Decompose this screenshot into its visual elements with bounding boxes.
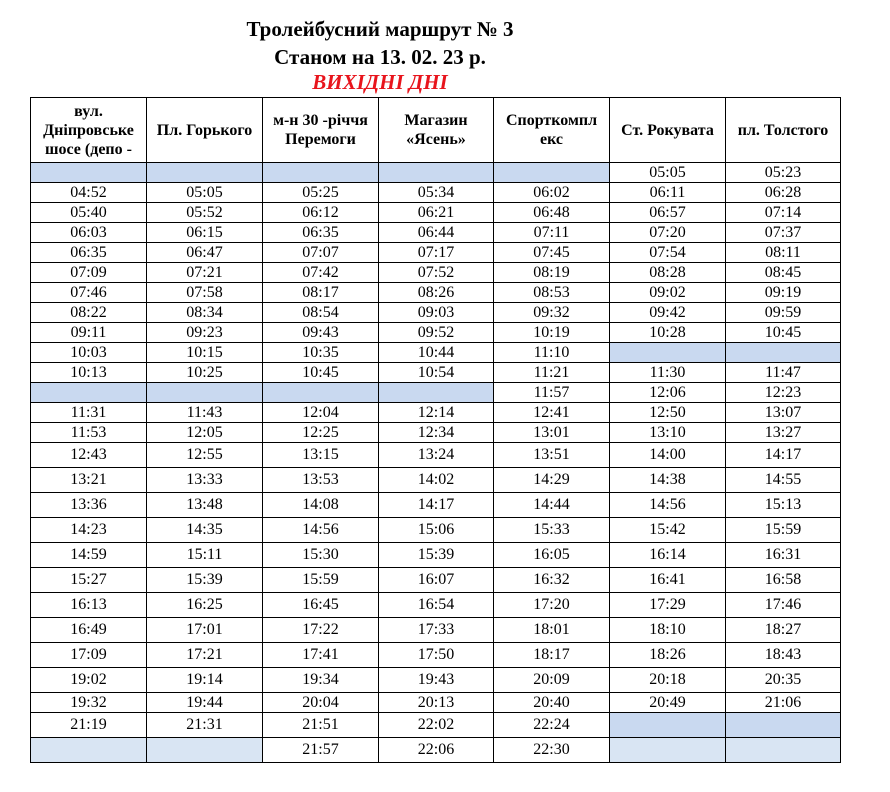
time-cell: 19:43 <box>379 668 494 693</box>
time-cell: 08:17 <box>263 283 379 303</box>
time-cell: 16:41 <box>610 568 726 593</box>
time-cell: 07:14 <box>726 203 841 223</box>
time-cell: 15:39 <box>379 543 494 568</box>
empty-cell <box>379 163 494 183</box>
time-cell: 04:52 <box>31 183 147 203</box>
time-cell: 15:30 <box>263 543 379 568</box>
time-cell: 13:48 <box>147 493 263 518</box>
time-cell: 07:37 <box>726 223 841 243</box>
time-cell: 14:23 <box>31 518 147 543</box>
time-cell: 17:20 <box>494 593 610 618</box>
time-cell: 11:47 <box>726 363 841 383</box>
time-cell: 06:28 <box>726 183 841 203</box>
document-title: Тролейбусний маршрут № 3 <box>246 17 514 41</box>
column-header-pl-gorkogo: Пл. Горького <box>147 98 263 163</box>
time-cell: 15:59 <box>726 518 841 543</box>
table-row <box>31 223 841 243</box>
time-cell: 08:28 <box>610 263 726 283</box>
time-cell: 14:02 <box>379 468 494 493</box>
time-cell: 14:35 <box>147 518 263 543</box>
empty-cell <box>726 713 841 738</box>
time-cell: 05:40 <box>31 203 147 223</box>
time-cell: 05:25 <box>263 183 379 203</box>
table-row <box>31 543 841 568</box>
time-cell: 13:21 <box>31 468 147 493</box>
time-cell: 06:21 <box>379 203 494 223</box>
table-row <box>31 183 841 203</box>
time-cell: 09:03 <box>379 303 494 323</box>
empty-cell <box>263 163 379 183</box>
empty-cell <box>726 738 841 763</box>
time-cell: 08:19 <box>494 263 610 283</box>
time-cell: 05:34 <box>379 183 494 203</box>
time-cell: 20:04 <box>263 693 379 713</box>
time-cell: 20:35 <box>726 668 841 693</box>
table-row <box>31 713 841 738</box>
time-cell: 05:23 <box>726 163 841 183</box>
empty-cell <box>610 343 726 363</box>
timetable-header-row <box>31 98 841 163</box>
time-cell: 12:34 <box>379 423 494 443</box>
time-cell: 21:06 <box>726 693 841 713</box>
time-cell: 09:52 <box>379 323 494 343</box>
time-cell: 09:32 <box>494 303 610 323</box>
time-cell: 15:33 <box>494 518 610 543</box>
time-cell: 17:21 <box>147 643 263 668</box>
time-cell: 06:57 <box>610 203 726 223</box>
time-cell: 10:45 <box>726 323 841 343</box>
time-cell: 21:19 <box>31 713 147 738</box>
empty-cell <box>31 383 147 403</box>
time-cell: 18:26 <box>610 643 726 668</box>
time-cell: 14:38 <box>610 468 726 493</box>
time-cell: 13:10 <box>610 423 726 443</box>
empty-cell <box>610 738 726 763</box>
time-cell: 22:24 <box>494 713 610 738</box>
time-cell: 08:26 <box>379 283 494 303</box>
time-cell: 15:13 <box>726 493 841 518</box>
time-cell: 12:04 <box>263 403 379 423</box>
time-cell: 11:57 <box>494 383 610 403</box>
table-row <box>31 383 841 403</box>
time-cell: 09:02 <box>610 283 726 303</box>
time-cell: 12:50 <box>610 403 726 423</box>
time-cell: 13:24 <box>379 443 494 468</box>
time-cell: 19:02 <box>31 668 147 693</box>
empty-cell <box>379 383 494 403</box>
document-subtitle-weekend: ВИХІДНІ ДНІ <box>312 70 448 94</box>
column-header-dniprovske-shose: вул. Дніпровське шосе (депо - <box>31 98 147 163</box>
time-cell: 15:42 <box>610 518 726 543</box>
time-cell: 17:50 <box>379 643 494 668</box>
time-cell: 13:51 <box>494 443 610 468</box>
empty-cell <box>147 383 263 403</box>
time-cell: 09:59 <box>726 303 841 323</box>
table-row <box>31 693 841 713</box>
time-cell: 11:10 <box>494 343 610 363</box>
time-cell: 09:43 <box>263 323 379 343</box>
empty-cell <box>31 738 147 763</box>
time-cell: 13:53 <box>263 468 379 493</box>
time-cell: 11:43 <box>147 403 263 423</box>
time-cell: 21:31 <box>147 713 263 738</box>
time-cell: 12:23 <box>726 383 841 403</box>
time-cell: 11:30 <box>610 363 726 383</box>
empty-cell <box>610 713 726 738</box>
time-cell: 20:18 <box>610 668 726 693</box>
time-cell: 19:14 <box>147 668 263 693</box>
time-cell: 13:27 <box>726 423 841 443</box>
time-cell: 07:42 <box>263 263 379 283</box>
time-cell: 20:49 <box>610 693 726 713</box>
table-row <box>31 323 841 343</box>
time-cell: 07:17 <box>379 243 494 263</box>
table-row <box>31 468 841 493</box>
time-cell: 13:07 <box>726 403 841 423</box>
table-row <box>31 203 841 223</box>
time-cell: 16:45 <box>263 593 379 618</box>
time-cell: 07:07 <box>263 243 379 263</box>
column-header-pl-tolstogo: пл. Толстого <box>726 98 841 163</box>
time-cell: 14:29 <box>494 468 610 493</box>
time-cell: 21:57 <box>263 738 379 763</box>
time-cell: 07:54 <box>610 243 726 263</box>
time-cell: 14:08 <box>263 493 379 518</box>
time-cell: 16:05 <box>494 543 610 568</box>
time-cell: 17:46 <box>726 593 841 618</box>
time-cell: 14:56 <box>610 493 726 518</box>
time-cell: 16:31 <box>726 543 841 568</box>
time-cell: 09:42 <box>610 303 726 323</box>
time-cell: 20:09 <box>494 668 610 693</box>
time-cell: 08:53 <box>494 283 610 303</box>
time-cell: 08:34 <box>147 303 263 323</box>
time-cell: 07:09 <box>31 263 147 283</box>
time-cell: 16:25 <box>147 593 263 618</box>
time-cell: 08:54 <box>263 303 379 323</box>
time-cell: 07:58 <box>147 283 263 303</box>
time-cell: 14:59 <box>31 543 147 568</box>
time-cell: 12:06 <box>610 383 726 403</box>
time-cell: 19:32 <box>31 693 147 713</box>
time-cell: 10:35 <box>263 343 379 363</box>
time-cell: 20:13 <box>379 693 494 713</box>
table-row <box>31 618 841 643</box>
time-cell: 12:05 <box>147 423 263 443</box>
table-row <box>31 263 841 283</box>
time-cell: 15:06 <box>379 518 494 543</box>
time-cell: 15:39 <box>147 568 263 593</box>
time-cell: 14:44 <box>494 493 610 518</box>
time-cell: 07:20 <box>610 223 726 243</box>
time-cell: 05:52 <box>147 203 263 223</box>
time-cell: 12:25 <box>263 423 379 443</box>
time-cell: 17:09 <box>31 643 147 668</box>
time-cell: 11:21 <box>494 363 610 383</box>
time-cell: 21:51 <box>263 713 379 738</box>
time-cell: 16:07 <box>379 568 494 593</box>
time-cell: 13:01 <box>494 423 610 443</box>
time-cell: 13:36 <box>31 493 147 518</box>
column-header-sportkompleks: Спорткомпл екс <box>494 98 610 163</box>
time-cell: 06:03 <box>31 223 147 243</box>
time-cell: 14:17 <box>379 493 494 518</box>
time-cell: 16:14 <box>610 543 726 568</box>
time-cell: 22:06 <box>379 738 494 763</box>
time-cell: 06:11 <box>610 183 726 203</box>
time-cell: 20:40 <box>494 693 610 713</box>
time-cell: 06:35 <box>263 223 379 243</box>
time-cell: 09:23 <box>147 323 263 343</box>
time-cell: 15:11 <box>147 543 263 568</box>
table-row <box>31 163 841 183</box>
time-cell: 10:25 <box>147 363 263 383</box>
time-cell: 10:15 <box>147 343 263 363</box>
time-cell: 16:58 <box>726 568 841 593</box>
time-cell: 14:55 <box>726 468 841 493</box>
time-cell: 19:44 <box>147 693 263 713</box>
time-cell: 07:52 <box>379 263 494 283</box>
time-cell: 18:10 <box>610 618 726 643</box>
time-cell: 11:31 <box>31 403 147 423</box>
table-row <box>31 738 841 763</box>
table-row <box>31 493 841 518</box>
time-cell: 06:15 <box>147 223 263 243</box>
time-cell: 06:47 <box>147 243 263 263</box>
time-cell: 13:15 <box>263 443 379 468</box>
time-cell: 10:45 <box>263 363 379 383</box>
table-row <box>31 243 841 263</box>
time-cell: 07:46 <box>31 283 147 303</box>
time-cell: 08:11 <box>726 243 841 263</box>
table-row <box>31 283 841 303</box>
time-cell: 15:27 <box>31 568 147 593</box>
time-cell: 16:13 <box>31 593 147 618</box>
empty-cell <box>263 383 379 403</box>
table-row <box>31 593 841 618</box>
timetable <box>30 97 841 763</box>
table-row <box>31 423 841 443</box>
time-cell: 10:19 <box>494 323 610 343</box>
time-cell: 18:43 <box>726 643 841 668</box>
time-cell: 17:41 <box>263 643 379 668</box>
table-row <box>31 363 841 383</box>
time-cell: 07:45 <box>494 243 610 263</box>
time-cell: 06:48 <box>494 203 610 223</box>
time-cell: 14:56 <box>263 518 379 543</box>
table-row <box>31 303 841 323</box>
time-cell: 14:17 <box>726 443 841 468</box>
time-cell: 16:32 <box>494 568 610 593</box>
time-cell: 10:13 <box>31 363 147 383</box>
time-cell: 16:54 <box>379 593 494 618</box>
time-cell: 07:21 <box>147 263 263 283</box>
time-cell: 17:33 <box>379 618 494 643</box>
time-cell: 13:33 <box>147 468 263 493</box>
time-cell: 05:05 <box>610 163 726 183</box>
time-cell: 18:17 <box>494 643 610 668</box>
table-row <box>31 668 841 693</box>
table-row <box>31 343 841 363</box>
table-row <box>31 403 841 423</box>
time-cell: 10:54 <box>379 363 494 383</box>
time-cell: 10:28 <box>610 323 726 343</box>
empty-cell <box>147 738 263 763</box>
empty-cell <box>726 343 841 363</box>
empty-cell <box>31 163 147 183</box>
time-cell: 22:30 <box>494 738 610 763</box>
time-cell: 08:22 <box>31 303 147 323</box>
time-cell: 22:02 <box>379 713 494 738</box>
time-cell: 06:44 <box>379 223 494 243</box>
time-cell: 08:45 <box>726 263 841 283</box>
column-header-magazyn-yasen: Магазин «Ясень» <box>379 98 494 163</box>
time-cell: 10:44 <box>379 343 494 363</box>
time-cell: 06:35 <box>31 243 147 263</box>
time-cell: 05:05 <box>147 183 263 203</box>
time-cell: 09:19 <box>726 283 841 303</box>
time-cell: 15:59 <box>263 568 379 593</box>
time-cell: 06:02 <box>494 183 610 203</box>
table-row <box>31 518 841 543</box>
time-cell: 18:01 <box>494 618 610 643</box>
time-cell: 11:53 <box>31 423 147 443</box>
document-date: Станом на 13. 02. 23 р. <box>274 45 486 69</box>
time-cell: 09:11 <box>31 323 147 343</box>
time-cell: 07:11 <box>494 223 610 243</box>
table-row <box>31 643 841 668</box>
empty-cell <box>494 163 610 183</box>
timetable-body <box>31 163 841 763</box>
empty-cell <box>147 163 263 183</box>
time-cell: 17:29 <box>610 593 726 618</box>
column-header-30-richchia-peremogy: м-н 30 -річчя Перемоги <box>263 98 379 163</box>
time-cell: 16:49 <box>31 618 147 643</box>
time-cell: 17:22 <box>263 618 379 643</box>
table-row <box>31 568 841 593</box>
time-cell: 19:34 <box>263 668 379 693</box>
time-cell: 18:27 <box>726 618 841 643</box>
time-cell: 12:14 <box>379 403 494 423</box>
time-cell: 06:12 <box>263 203 379 223</box>
time-cell: 17:01 <box>147 618 263 643</box>
time-cell: 12:43 <box>31 443 147 468</box>
time-cell: 10:03 <box>31 343 147 363</box>
time-cell: 12:41 <box>494 403 610 423</box>
table-row <box>31 443 841 468</box>
time-cell: 12:55 <box>147 443 263 468</box>
column-header-st-rokuvata: Ст. Рокувата <box>610 98 726 163</box>
time-cell: 14:00 <box>610 443 726 468</box>
